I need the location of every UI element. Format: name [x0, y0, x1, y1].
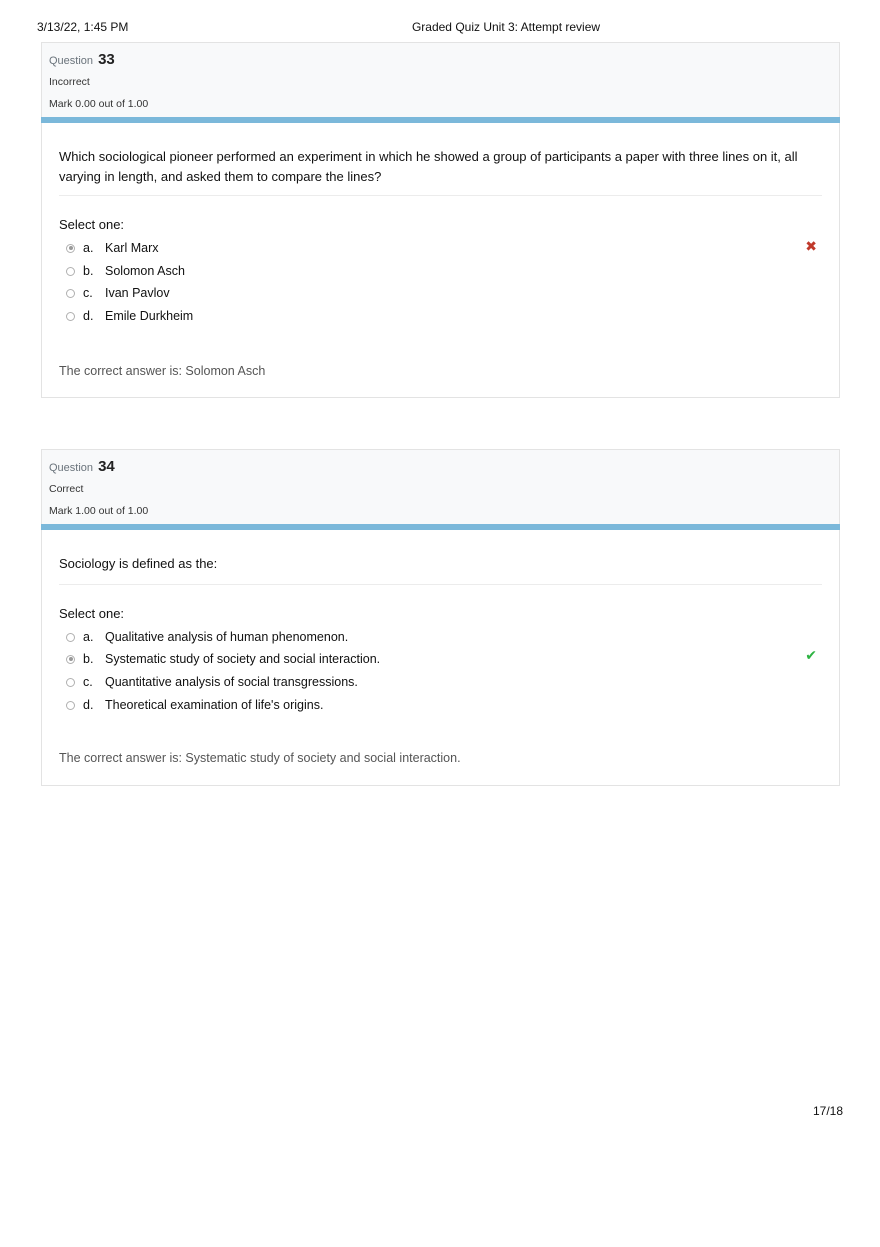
question-label: Question — [49, 462, 94, 474]
radio-button[interactable] — [66, 312, 75, 321]
radio-button[interactable] — [66, 633, 75, 642]
question-info — [41, 42, 840, 117]
print-datetime: 3/13/22, 1:45 PM — [37, 20, 129, 34]
answer-option[interactable] — [66, 672, 358, 692]
question-state: Correct — [49, 483, 84, 495]
option-text: Ivan Pavlov — [105, 286, 170, 300]
option-letter: a. — [83, 630, 94, 644]
answer-option[interactable] — [66, 238, 158, 258]
question-number-value: 33 — [98, 51, 115, 68]
radio-button[interactable] — [66, 701, 75, 710]
option-letter: d. — [83, 309, 94, 323]
question-number-value: 34 — [98, 458, 115, 475]
radio-button[interactable] — [66, 244, 75, 253]
select-one-prompt: Select one: — [59, 606, 125, 621]
correct-answer-feedback: The correct answer is: Solomon Asch — [59, 364, 266, 378]
question-content — [41, 123, 840, 398]
question-info — [41, 449, 840, 524]
select-one-prompt: Select one: — [59, 217, 125, 232]
print-header — [0, 20, 880, 36]
answer-option[interactable] — [66, 695, 323, 715]
question-label: Question — [49, 55, 94, 67]
print-doc-title: Graded Quiz Unit 3: Attempt review — [411, 20, 601, 34]
answer-option[interactable] — [66, 627, 348, 647]
question-grade: Mark 0.00 out of 1.00 — [49, 98, 149, 110]
option-text: Qualitative analysis of human phenomenon. — [105, 630, 349, 644]
answer-option[interactable] — [66, 649, 380, 669]
question-text: Sociology is defined as the: — [59, 556, 218, 571]
option-text: Quantitative analysis of social transgressions. — [105, 675, 358, 689]
option-text: Theoretical examination of life's origins. — [105, 698, 324, 712]
option-letter: b. — [83, 264, 94, 278]
option-letter: c. — [83, 675, 93, 689]
page-number: 17/18 — [812, 1104, 843, 1118]
question-content — [41, 530, 840, 786]
check-icon: ✔ — [805, 647, 817, 663]
question-33 — [41, 42, 840, 398]
question-text: Which sociological pioneer performed an experiment in which he showed a group of participants a paper with three lines on it, all varying in length, and asked them to compare the lines? — [59, 149, 798, 184]
option-text: Systematic study of society and social interaction. — [105, 652, 381, 666]
cross-icon: ✖ — [805, 238, 817, 254]
option-letter: b. — [83, 652, 94, 666]
question-grade: Mark 1.00 out of 1.00 — [49, 505, 149, 517]
option-text: Emile Durkheim — [105, 309, 194, 323]
correct-answer-feedback: The correct answer is: Systematic study of society and social interaction. — [59, 751, 461, 765]
radio-button[interactable] — [66, 655, 75, 664]
option-text: Karl Marx — [105, 241, 159, 255]
question-divider — [59, 195, 822, 196]
radio-button[interactable] — [66, 289, 75, 298]
option-text: Solomon Asch — [105, 264, 185, 278]
answer-option[interactable] — [66, 283, 170, 303]
question-state: Incorrect — [49, 76, 90, 88]
radio-button[interactable] — [66, 267, 75, 276]
answer-option[interactable] — [66, 306, 193, 326]
question-34 — [41, 449, 840, 786]
option-letter: c. — [83, 286, 93, 300]
question-divider — [59, 584, 822, 585]
question-number — [49, 458, 115, 475]
answer-option[interactable] — [66, 261, 185, 281]
option-letter: a. — [83, 241, 94, 255]
option-letter: d. — [83, 698, 94, 712]
radio-button[interactable] — [66, 678, 75, 687]
question-number — [49, 51, 115, 68]
